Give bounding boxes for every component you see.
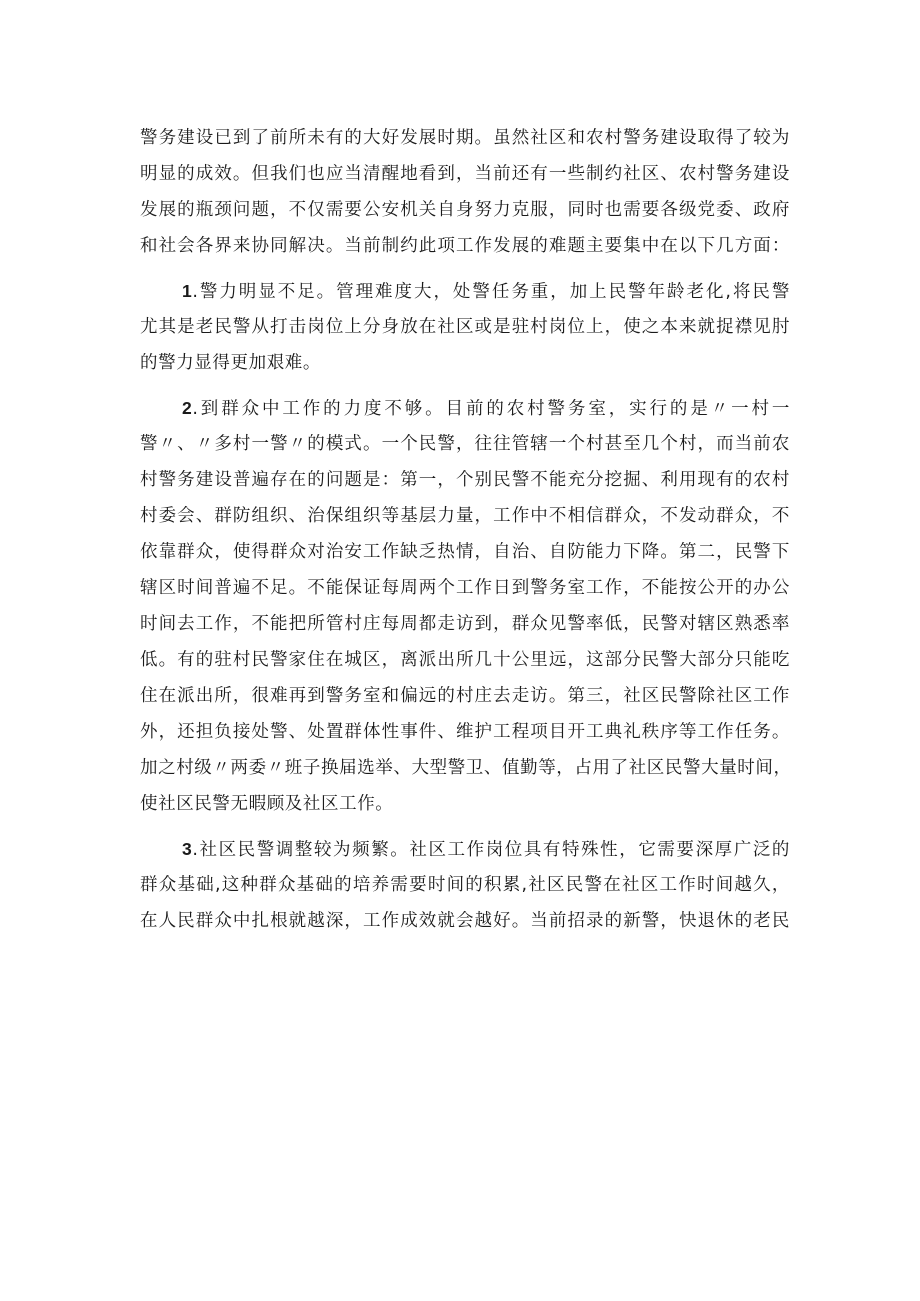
text-line-first [140, 390, 790, 426]
paragraph-item-2 [140, 390, 790, 822]
document-body [140, 120, 790, 939]
text-line: 村警务建设普遍存在的问题是：第一，个别民警不能充分挖掘、利用现有的农村 [140, 470, 790, 490]
text-line: 使社区民警无暇顾及社区工作。 [140, 794, 394, 814]
text-line: 加之村级〃两委〃班子换届选举、大型警卫、值勤等，占用了社区民警大量时间， [140, 758, 792, 778]
text-line: 低。有的驻村民警家住在城区，离派出所几十公里远，这部分民警大部分只能吃 [140, 650, 790, 670]
text-line-first [140, 831, 790, 867]
text-line: 尤其是老民警从打击岗位上分身放在社区或是驻村岗位上，使之本来就捉襟见肘 [140, 317, 790, 337]
item-heading-text: .警力明显不足。管理难度大，处警任务重，加上民警年龄老化,将民警 [192, 282, 790, 302]
text-line: 警〃、〃多村一警〃的模式。一个民警，往往管辖一个村甚至几个村，而当前农 [140, 434, 790, 454]
text-line: 的警力显得更加艰难。 [140, 353, 321, 373]
item-number: 1 [182, 281, 193, 301]
text-line: 在人民群众中扎根就越深，工作成效就会越好。当前招录的新警，快退休的老民 [140, 911, 790, 931]
text-line: 和社会各界来协同解决。当前制约此项工作发展的难题主要集中在以下几方面： [140, 236, 790, 256]
paragraph-item-1 [140, 273, 790, 381]
text-line: 明显的成效。但我们也应当清醒地看到，当前还有一些制约社区、农村警务建设 [140, 164, 790, 184]
item-number: 3 [182, 839, 193, 859]
text-line: 辖区时间普遍不足。不能保证每周两个工作日到警务室工作，不能按公开的办公 [140, 578, 790, 598]
text-line: 发展的瓶颈问题，不仅需要公安机关自身努力克服，同时也需要各级党委、政府 [140, 200, 790, 220]
text-line: 住在派出所，很难再到警务室和偏远的村庄去走访。第三，社区民警除社区工作 [140, 686, 790, 706]
text-line: 时间去工作，不能把所管村庄每周都走访到，群众见警率低，民警对辖区熟悉率 [140, 614, 790, 634]
paragraph-item-3 [140, 831, 790, 939]
text-line: 警务建设已到了前所未有的大好发展时期。虽然社区和农村警务建设取得了较为 [140, 128, 790, 148]
text-line: 依靠群众，使得群众对治安工作缺乏热情，自治、自防能力下降。第二，民警下 [140, 542, 790, 562]
text-line: 群众基础,这种群众基础的培养需要时间的积累,社区民警在社区工作时间越久， [140, 875, 790, 895]
item-heading-text: .到群众中工作的力度不够。目前的农村警务室，实行的是〃一村一 [192, 399, 790, 419]
item-number: 2 [182, 398, 193, 418]
paragraph-intro [140, 120, 790, 264]
text-line: 外，还担负接处警、处置群体性事件、维护工程项目开工典礼秩序等工作任务。 [140, 722, 790, 742]
item-heading-text: .社区民警调整较为频繁。社区工作岗位具有特殊性，它需要深厚广泛的 [192, 840, 790, 860]
text-line: 村委会、群防组织、治保组织等基层力量，工作中不相信群众，不发动群众，不 [140, 506, 790, 526]
text-line-first [140, 273, 790, 309]
